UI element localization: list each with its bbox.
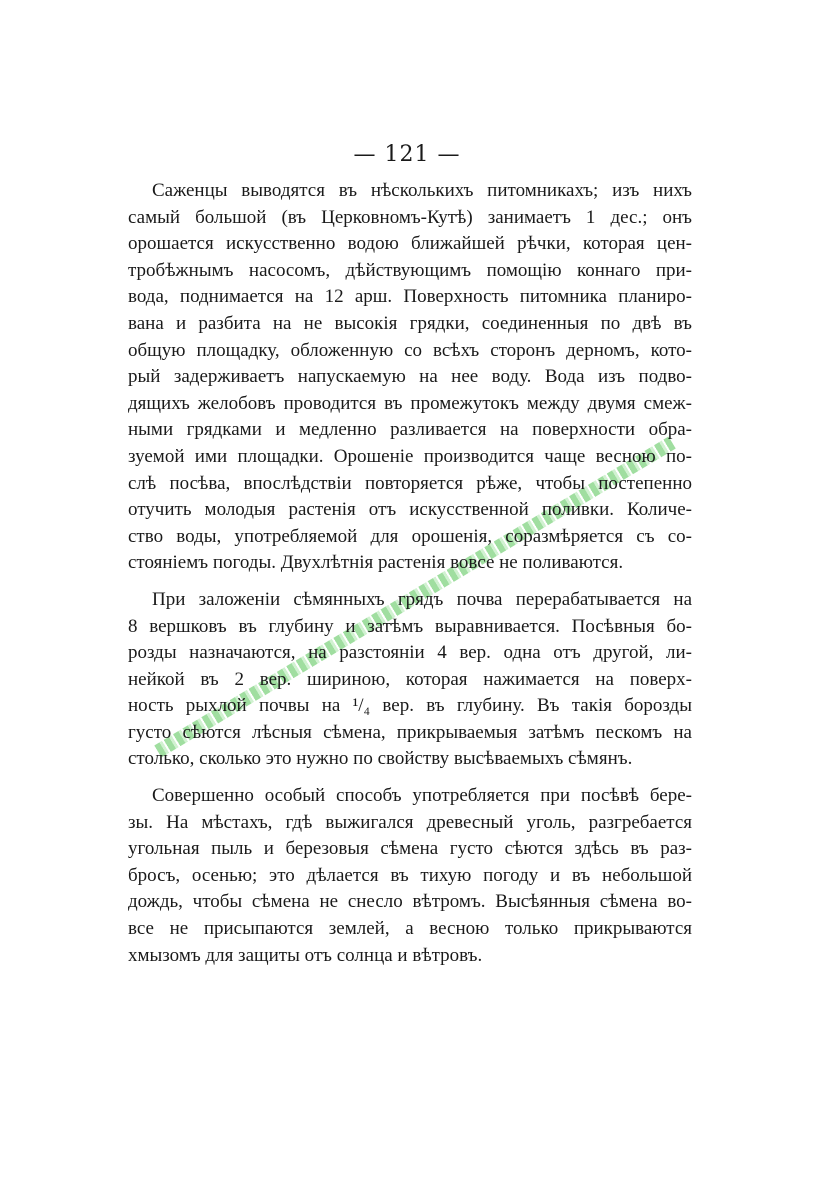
paragraph bbox=[128, 178, 692, 577]
text-line: рый задерживаетъ напускаемую на нее воду. Вода изъ подво- bbox=[128, 366, 692, 388]
text-line: розды назначаются, на разстояніи 4 вер. одна отъ другой, ли- bbox=[128, 642, 692, 664]
text-line: дождь, чтобы сѣмена не снесло вѣтромъ. Высѣянныя сѣмена во- bbox=[128, 891, 692, 913]
text-line: угольная пыль и березовыя сѣмена густо сѣются здѣсь въ раз- bbox=[128, 838, 692, 860]
text-line: ность рыхлой почвы на ¹/₄ вер. въ глубину. Въ такія борозды bbox=[128, 695, 692, 717]
text-line: орошается искусственно водою ближайшей рѣчки, которая цен- bbox=[128, 233, 692, 255]
paragraph bbox=[128, 587, 692, 773]
text-line: стояніемъ погоды. Двухлѣтнія растенія вовсе не поливаются. bbox=[128, 552, 624, 574]
text-line: общую площадку, обложенную со всѣхъ сторонъ дерномъ, кото- bbox=[128, 339, 692, 361]
text-line: вода, поднимается на 12 арш. Поверхность питомника планиро- bbox=[128, 286, 692, 308]
text-line: Саженцы выводятся въ нѣсколькихъ питомникахъ; изъ нихъ bbox=[152, 180, 692, 201]
text-line: вана и разбита на не высокія грядки, соединенныя по двѣ въ bbox=[128, 312, 692, 334]
text-line: ство воды, употребляемой для орошенія, соразмѣряется съ со- bbox=[128, 525, 692, 547]
text-line: ными грядками и медленно разливается на поверхности обра- bbox=[128, 419, 692, 441]
text-line: нейкой въ 2 вер. шириною, которая нажимается на поверх- bbox=[128, 668, 692, 690]
text-line: отучить молодыя растенія отъ искусственной поливки. Количе- bbox=[128, 499, 692, 521]
text-line: тробѣжнымъ насосомъ, дѣйствующимъ помощію коннаго при- bbox=[128, 259, 692, 281]
text-line: дящихъ желобовъ проводится въ промежутокъ между двумя смеж- bbox=[128, 392, 692, 414]
page-number: — 121 — bbox=[353, 142, 461, 167]
text-line: Совершенно особый способъ употребляется при посѣвѣ бере- bbox=[152, 785, 692, 807]
text-line: зуемой ими площадки. Орошеніе производится чаще весною по- bbox=[128, 445, 692, 467]
text-line: самый большой (въ Церковномъ-Кутѣ) занимаетъ 1 дес.; онъ bbox=[128, 206, 692, 228]
text-line: столько, сколько это нужно по свойству высѣваемыхъ сѣмянъ. bbox=[128, 748, 633, 770]
text-line: бросъ, осенью; это дѣлается въ тихую погоду и въ небольшой bbox=[128, 864, 692, 886]
text-line: слѣ посѣва, впослѣдствіи повторяется рѣже, чтобы постепенно bbox=[128, 472, 692, 494]
text-line: все не присыпаются землей, а весною только прикрываются bbox=[128, 918, 692, 940]
paragraph bbox=[128, 783, 692, 969]
text-line: густо сѣются лѣсныя сѣмена, прикрываемыя затѣмъ пескомъ на bbox=[128, 721, 692, 743]
text-line: зы. На мѣстахъ, гдѣ выжигался древесный уголь, разгребается bbox=[128, 811, 692, 833]
text-line: При заложеніи сѣмянныхъ грядъ почва перерабатывается на bbox=[152, 588, 692, 610]
text-line: хмызомъ для защиты отъ солнца и вѣтровъ. bbox=[128, 944, 483, 966]
text-line: 8 вершковъ въ глубину и затѣмъ выравнивается. Посѣвныя бо- bbox=[128, 615, 692, 637]
body-text bbox=[128, 178, 692, 979]
